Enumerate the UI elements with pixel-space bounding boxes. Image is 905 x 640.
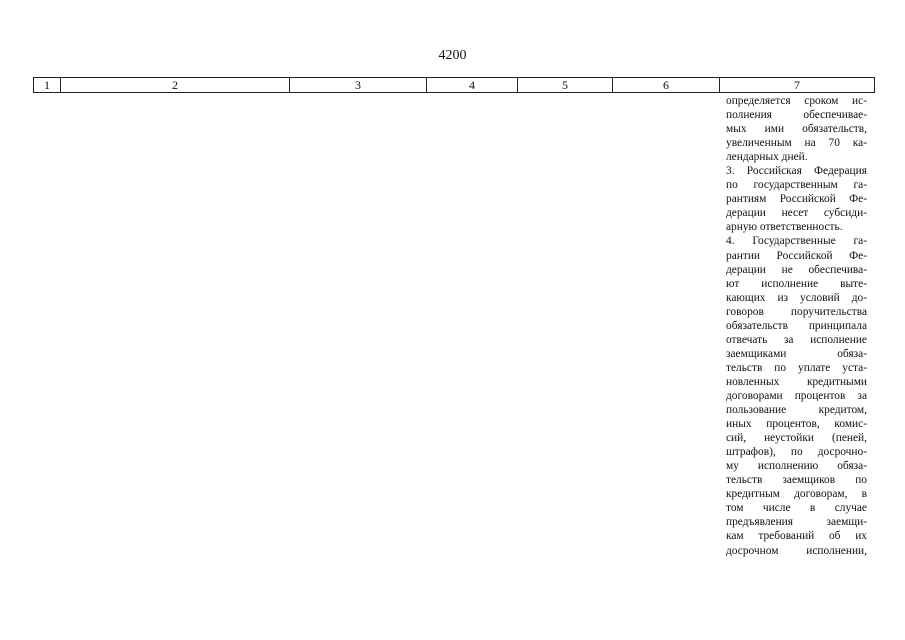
text-line: по государственным га- <box>726 179 867 192</box>
text-line: увеличенным на 70 ка- <box>726 137 867 150</box>
text-line: дерации несет субсиди- <box>726 207 867 220</box>
text-line: арную ответственность. <box>726 221 843 234</box>
column-number-7: 7 <box>720 78 875 93</box>
column-number-header-table <box>33 77 875 93</box>
text-line: том числе в случае <box>726 502 867 515</box>
text-line: кредитным договорам, в <box>726 488 867 501</box>
text-line: лендарных дней. <box>726 151 808 164</box>
column-number-4: 4 <box>427 78 518 93</box>
text-line: договорами процентов за <box>726 389 867 402</box>
text-line: полнения обеспечивае- <box>726 109 867 122</box>
text-line: рантии Российской Фе- <box>726 249 867 262</box>
column-7-text <box>726 94 867 558</box>
column-number-6: 6 <box>613 78 720 93</box>
text-line: 4. Государственные га- <box>726 235 867 248</box>
text-line: новленных кредитными <box>726 375 867 388</box>
column-number-1: 1 <box>34 78 61 93</box>
text-line: обязательств принципала <box>726 319 867 332</box>
text-line: ют исполнение выте- <box>726 277 867 290</box>
text-line: штрафов), по досрочно- <box>726 446 867 459</box>
text-line: заемщиками обяза- <box>726 347 867 360</box>
text-line: му исполнению обяза- <box>726 460 867 473</box>
text-line: сий, неустойки (пеней, <box>726 432 867 445</box>
text-line: отвечать за исполнение <box>726 333 867 346</box>
text-line: кам требований об их <box>726 530 867 543</box>
text-line: досрочном исполнении, <box>726 544 867 557</box>
text-line: 3. Российская Федерация <box>726 165 867 178</box>
column-number-5: 5 <box>518 78 613 93</box>
column-number-3: 3 <box>290 78 427 93</box>
text-line: рантиям Российской Фе- <box>726 193 867 206</box>
text-line: предъявления заемщи- <box>726 516 867 529</box>
text-line: кающих из условий до- <box>726 291 867 304</box>
column-number-2: 2 <box>61 78 290 93</box>
text-line: пользование кредитом, <box>726 404 867 417</box>
text-line: определяется сроком ис- <box>726 95 867 107</box>
text-line: тельств по уплате уста- <box>726 361 867 374</box>
header-row <box>34 78 875 93</box>
page-number: 4200 <box>438 48 467 63</box>
text-line: мых ими обязательств, <box>726 123 867 136</box>
text-line: говоров поручительства <box>726 305 867 318</box>
text-line: иных процентов, комис- <box>726 418 867 431</box>
text-line: тельств заемщиков по <box>726 474 867 487</box>
text-line: дерации не обеспечива- <box>726 263 867 276</box>
